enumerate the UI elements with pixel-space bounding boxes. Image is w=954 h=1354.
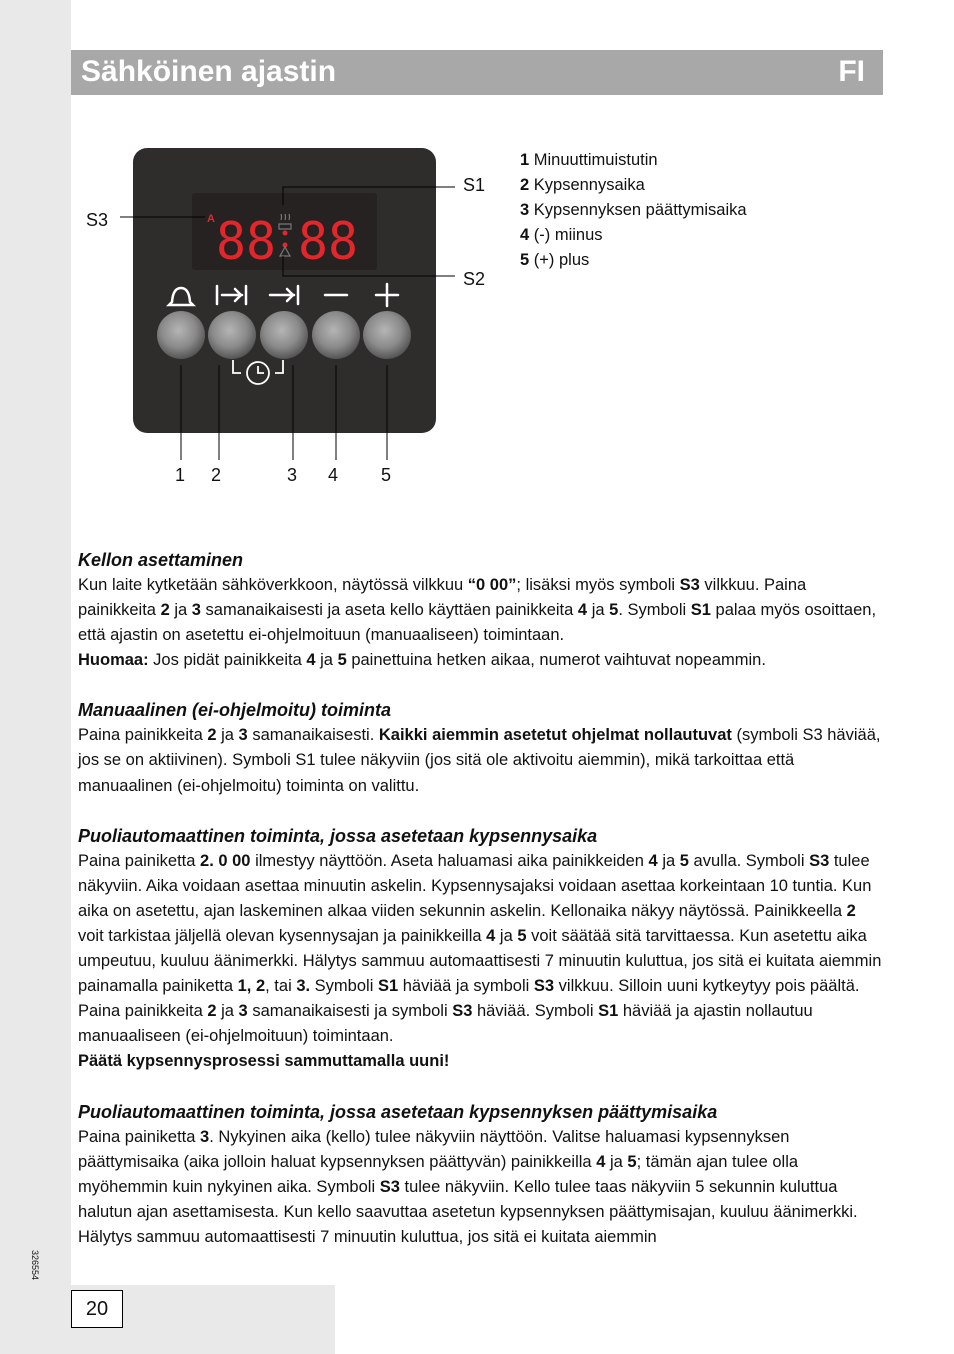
section-heading: Puoliautomaattinen toiminta, jossa asetetaan kypsennyksen päättymisaika [78,1101,718,1122]
button-number-5: 5 [381,465,392,485]
text-run: tulee näkyviin. Kello tulee taas näkyviin 5 sekunnin kuluttua halutun ajan asettamisesta. Kun kello saavuttaa asetetun kypsennyksen päättymisajan, kuuluu äänimerkki. Hälytys sammuu automaattisesti 7 minuutin kuluttua, jos sitä ei kuitata aiemmin [78,1177,858,1246]
display-digits-right: 88 [298,212,358,272]
bold-text: 3 [191,601,201,620]
legend-item: 5 (+) plus [520,251,590,269]
bold-text: 4 [596,1152,606,1171]
text-run: vilkkuu. Silloin uuni kytkeytyy pois päältä. Paina painikkeita [78,977,860,1021]
bold-text: S3 [533,977,555,996]
bold-text: 2 [160,601,170,620]
bold-text: 3 [200,1127,210,1146]
text-run: samanaikaisesti ja symboli [247,1002,453,1021]
bold-text: 2 [207,726,217,745]
bold-text: “0 00” [467,576,517,594]
text-run: ; lisäksi myös symboli [516,576,680,594]
text-run: ; tämän ajan tulee olla myöhemmin kuin nykyinen aika. Symboli [78,1152,799,1196]
text-run: . Symboli [618,601,691,620]
button-3[interactable] [260,311,308,359]
label-s3: S3 [86,210,109,230]
text-run: Paina painikkeita [78,726,208,745]
text-run: painettuina hetken aikaa, numerot vaihtuvat nopeammin. [346,651,766,670]
bold-text: S3 [379,1177,400,1196]
section-manual-mode [78,698,884,798]
text-run: palaa myös osoittaen, että ajastin on asetettu ei-ohjelmoituun (manuaaliseen) toimintaan. [78,601,877,645]
bold-text: 5 [337,651,347,670]
control-panel [133,148,436,433]
bold-text: Kaikki aiemmin asetetut ohjelmat nollautuvat [378,726,732,745]
paragraph [78,1049,884,1074]
document-number: 326554 [30,1250,40,1281]
bold-text: 5 [627,1152,637,1171]
legend-item: 3 Kypsennyksen päättymisaika [520,201,747,219]
section-heading: Kellon asettaminen [78,550,244,570]
text-run: voit säätää sitä tarvittaessa. Kun asetettu aika umpeutuu, kuuluu äänimerkki. Hälytys sammuu automaattisesti 7 minuutin kuluttua, jos sitä ei kuitata aiemmin painamalla painiketta [78,926,882,996]
bold-text: Päätä kypsennysprosessi sammuttamalla uuni! [78,1052,450,1071]
bold-text: 5 [679,851,689,870]
legend-item: 2 Kypsennysaika [520,176,645,194]
paragraph [78,849,884,1050]
bold-text: S3 [809,851,830,870]
section-cooking-duration [78,824,884,1075]
label-s2: S2 [463,269,486,289]
bold-text: S1 [690,601,711,620]
instructions [78,548,884,1275]
text-run: ja [169,601,192,620]
display-colon-top [283,231,288,236]
button-2[interactable] [208,311,256,359]
bold-text: S3 [452,1002,473,1021]
text-run: vilkkuu. Paina painikkeita [78,576,807,620]
text-run: samanaikaisesti ja aseta kello käyttäen painikkeita [200,601,578,620]
bold-text: 4 [648,851,658,870]
text-run: Jos pidät painikkeita [148,651,307,670]
text-run: ja [657,851,680,870]
text-run: voit tarkistaa jäljellä olevan kysennysajan ja painikkeilla [78,926,487,945]
paragraph [78,648,884,673]
text-run: (symboli S3 häviää, jos se on aktiivinen). Symboli S1 tulee näkyviin (jos sitä ole aktivoitu aiemmin), mikä tarkoittaa että manuaalinen (ei-ohjelmoitu) toiminta on valittu. [78,726,881,795]
text-run: . Nykyinen aika (kello) tulee näkyviin näyttöön. Valitse haluamasi kypsennyksen päättymisaika (aika jolloin haluat kypsennyksen päättyvän) painikkeilla [78,1127,790,1171]
text-run: Kun laite kytketään sähköverkkoon, näytössä vilkkuu [78,576,468,594]
bold-text: 3 [238,1002,248,1021]
text-run: samanaikaisesti. [247,726,379,745]
button-4[interactable] [312,311,360,359]
section-heading: Manuaalinen (ei-ohjelmoitu) toiminta [78,700,392,721]
button-number-1: 1 [175,465,186,485]
bold-text: 3. [296,977,311,996]
text-run: ja [315,651,338,670]
text-run: ja [587,601,610,620]
text-run: avulla. Symboli [688,851,810,870]
display-digits-left: 88 [216,212,276,272]
button-number-3: 3 [287,465,298,485]
button-1[interactable] [157,311,205,359]
text-run: Paina painiketta [78,851,201,870]
timer-diagram [0,0,954,520]
bold-text: 5 [517,926,527,945]
text-run: tulee näkyviin. Aika voidaan asettaa minuutin askelin. Kypsennysajaksi voidaan asettaa korkeintaan 10 tuntia. Kun aika on asetettu, ajan laskeminen alkaa viiden sekunnin askelin. Kellonaika näkyy näytössä. Painikkeella [78,851,872,920]
language-code: FI [838,55,865,88]
text-run: ja [216,726,239,745]
text-run: ja [495,926,518,945]
button-number-2: 2 [211,465,222,485]
text-run: ja [216,1002,239,1021]
text-run: häviää. Symboli [472,1002,599,1021]
bold-text: Huomaa: [78,651,149,670]
button-5[interactable] [363,311,411,359]
text-run: häviää ja symboli [398,977,534,996]
page-title: Sähköinen ajastin [81,55,337,88]
bold-text: 2 [846,901,856,920]
paragraph [78,723,884,798]
section-cooking-end-time [78,1100,884,1250]
bold-text: 4 [577,601,588,620]
bold-text: S3 [679,576,700,594]
bold-text: S1 [598,1002,619,1021]
bold-text: 1, 2 [237,977,266,996]
text-run: Paina painiketta [78,1127,201,1146]
paragraph [78,573,884,648]
button-legend [520,148,747,273]
bold-text: 3 [238,726,248,745]
section-heading: Puoliautomaattinen toiminta, jossa asetetaan kypsennysaika [78,825,598,846]
display-indicator-a: A [207,213,215,225]
label-s1: S1 [463,175,486,195]
bold-text: 2 [207,1002,217,1021]
bold-text: 4 [486,926,496,945]
bold-text: S1 [377,977,399,996]
text-run: , tai [265,977,297,996]
page-number: 20 [71,1290,123,1328]
bold-text: 2. 0 00 [200,851,251,870]
text-run: häviää ja ajastin nollautuu manuaaliseen (ei-ohjelmoituun) toimintaan. [78,1002,813,1046]
legend-item: 4 (-) miinus [520,226,603,244]
text-run: Symboli [310,977,378,996]
legend-item: 1 Minuuttimuistutin [520,151,658,169]
bold-text: 4 [306,651,316,670]
text-run: ilmestyy näyttöön. Aseta haluamasi aika painikkeiden [250,851,649,870]
bold-text: 5 [609,601,619,620]
section-clock-setting [78,548,884,673]
paragraph [78,1125,884,1250]
button-number-4: 4 [328,465,339,485]
text-run: ja [605,1152,628,1171]
